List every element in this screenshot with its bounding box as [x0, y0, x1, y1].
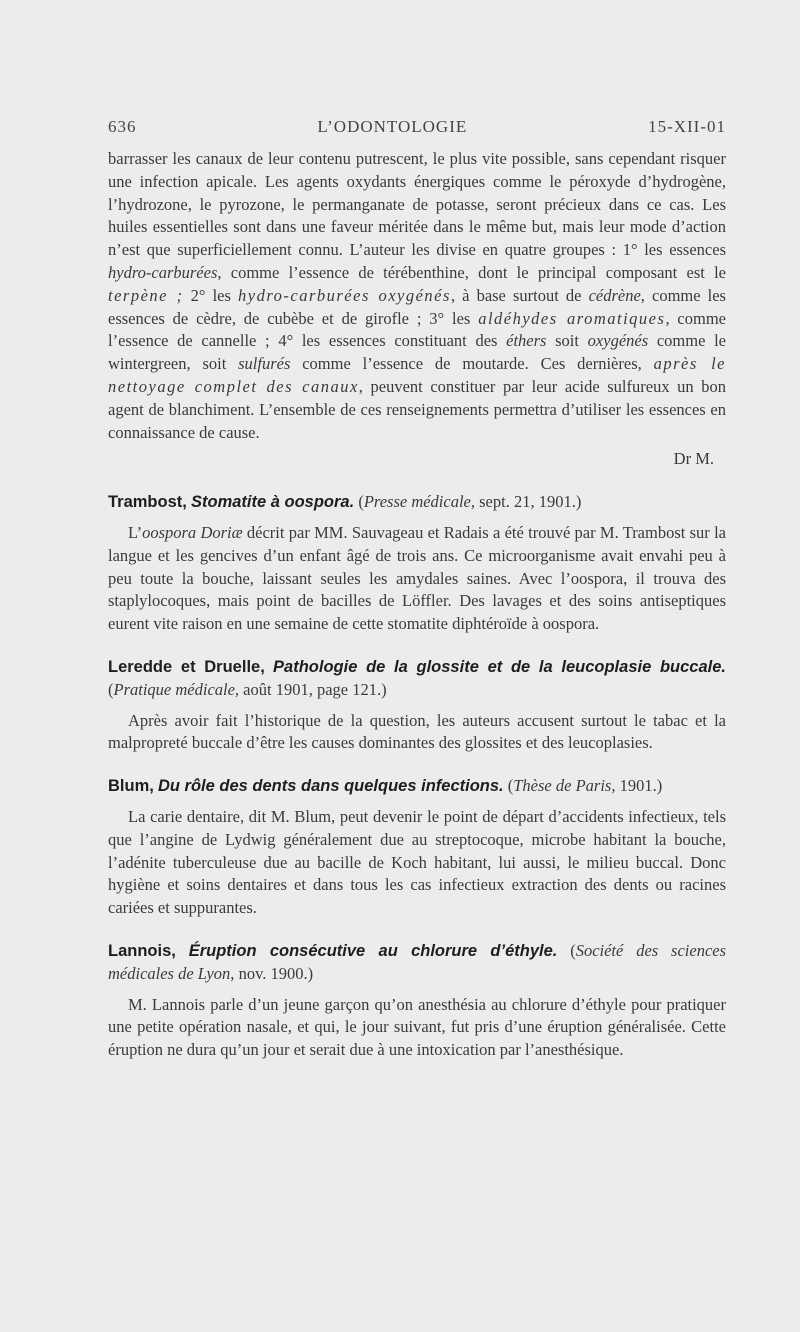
- entry-title: Éruption consécutive au chlorure d’éthyle.: [188, 941, 558, 960]
- entry-heading: Trambost, Stomatite à oospora. (Presse médicale, sept. 21, 1901.): [108, 492, 582, 512]
- entry-title: Pathologie de la glossite et de la leucoplasie buccale.: [273, 657, 726, 676]
- continued-article-paragraph: barrasser les canaux de leur contenu putrescent, le plus vite possible, sans cependant risquer une infection apicale. Les agents oxydants énergiques comme le péroxyde d’hydrogène, l’hydrozone, le pyrozone, le permanganate de potasse, seront précieux dans ce cas. Les huiles essentielles sont dans une faveur méritée dans le même but, mais leur mode d’action n’est que superficiellement connu. L’auteur les divise en quatre groupes : 1° les essences hydro-carburées, comme l’essence de térébenthine, dont le principal composant est le terpène ; 2° les hydro-carburées oxygénés, à base surtout de cédrène, comme les essences de cèdre, de cubèbe et de girofle ; 3° les aldéhydes aromatiques, comme l’essence de cannelle ; 4° les essences constituant des éthers soit oxygénés comme le wintergreen, soit sulfurés comme l’essence de moutarde. Ces dernières, après le nettoyage complet des canaux, peuvent constituer par leur acide sulfureux un bon agent de blanchiment. L’ensemble de ces renseignements permettra d’utiliser les essences en connaissance de cause.: [108, 149, 727, 442]
- entry-text: La carie dentaire, dit M. Blum, peut devenir le point de départ d’accidents infectieux, tels que l’angine de Lydwig généralement due au streptocoque, microbe habitant la bouche, l’adénite tuberculeuse due au bacille de Koch habitant, lui aussi, le milieu buccal. Donc hygiène et soins dentaires et dans tous les cas infectieux extraction des dents ou racines cariées et suppurantes.: [108, 806, 726, 918]
- entry-author: Leredde et Druelle,: [108, 657, 265, 676]
- entry-title: Du rôle des dents dans quelques infections.: [157, 777, 504, 796]
- running-header: [108, 117, 726, 137]
- entry-heading: Leredde et Druelle, Pathologie de la glossite et de la leucoplasie buccale. (Pratique médicale, août 1901, page 121.): [108, 657, 726, 699]
- entry-source: Société des sciences médicales de Lyon,: [108, 940, 727, 983]
- entry-source: Thèse de Paris,: [513, 776, 616, 796]
- entry-author: Lannois,: [108, 941, 176, 960]
- entry-heading: Lannois, Éruption consécutive au chlorure d’éthyle. (Société des sciences médicales de Lyon, nov. 1900.): [108, 940, 727, 983]
- author-signature: Dr M.: [673, 449, 714, 469]
- issue-date: 15-XII-01: [648, 117, 726, 136]
- entry-source: Pratique médicale,: [113, 679, 240, 699]
- review-entry: [108, 491, 726, 636]
- entry-author: Blum,: [108, 777, 154, 796]
- entry-text: Après avoir fait l’historique de la question, les auteurs accusent surtout le tabac et la malpropreté buccale d’être les causes dominantes des glossites et des leucoplasies.: [108, 710, 726, 753]
- review-entry: [108, 775, 726, 920]
- entry-text: L’oospora Doriæ décrit par MM. Sauvageau et Radais a été trouvé par M. Trambost sur la langue et les gencives d’un enfant âgé de trois ans. Ce microorganisme avait envahi peu à peu toute la bouche, laissant seules les amydales saines. Avec l’oospora, il trouva des staplylocoques, mais point de bacilles de Löffler. Des lavages et des soins antiseptiques eurent vite raison en une semaine de cette stomatite diphtéroïde à oospora.: [108, 522, 726, 634]
- review-entry: [108, 940, 726, 1062]
- page-body: [108, 148, 726, 1062]
- running-title: L’ODONTOLOGIE: [317, 117, 468, 136]
- entry-text: M. Lannois parle d’un jeune garçon qu’on anesthésia au chlorure d’éthyle pour pratiquer une petite opération nasale, et qui, le jour suivant, fut pris d’une éruption généralisée. Cette éruption ne dura qu’un jour et serait due à une intoxication par l’anesthésique.: [108, 994, 726, 1060]
- review-entry: [108, 656, 726, 755]
- entry-title: Stomatite à oospora.: [190, 493, 355, 512]
- entry-source: Presse médicale,: [363, 492, 475, 512]
- entry-author: Trambost,: [108, 493, 187, 512]
- entry-heading: Blum, Du rôle des dents dans quelques infections. (Thèse de Paris, 1901.): [108, 776, 663, 796]
- page-number: 636: [108, 117, 137, 136]
